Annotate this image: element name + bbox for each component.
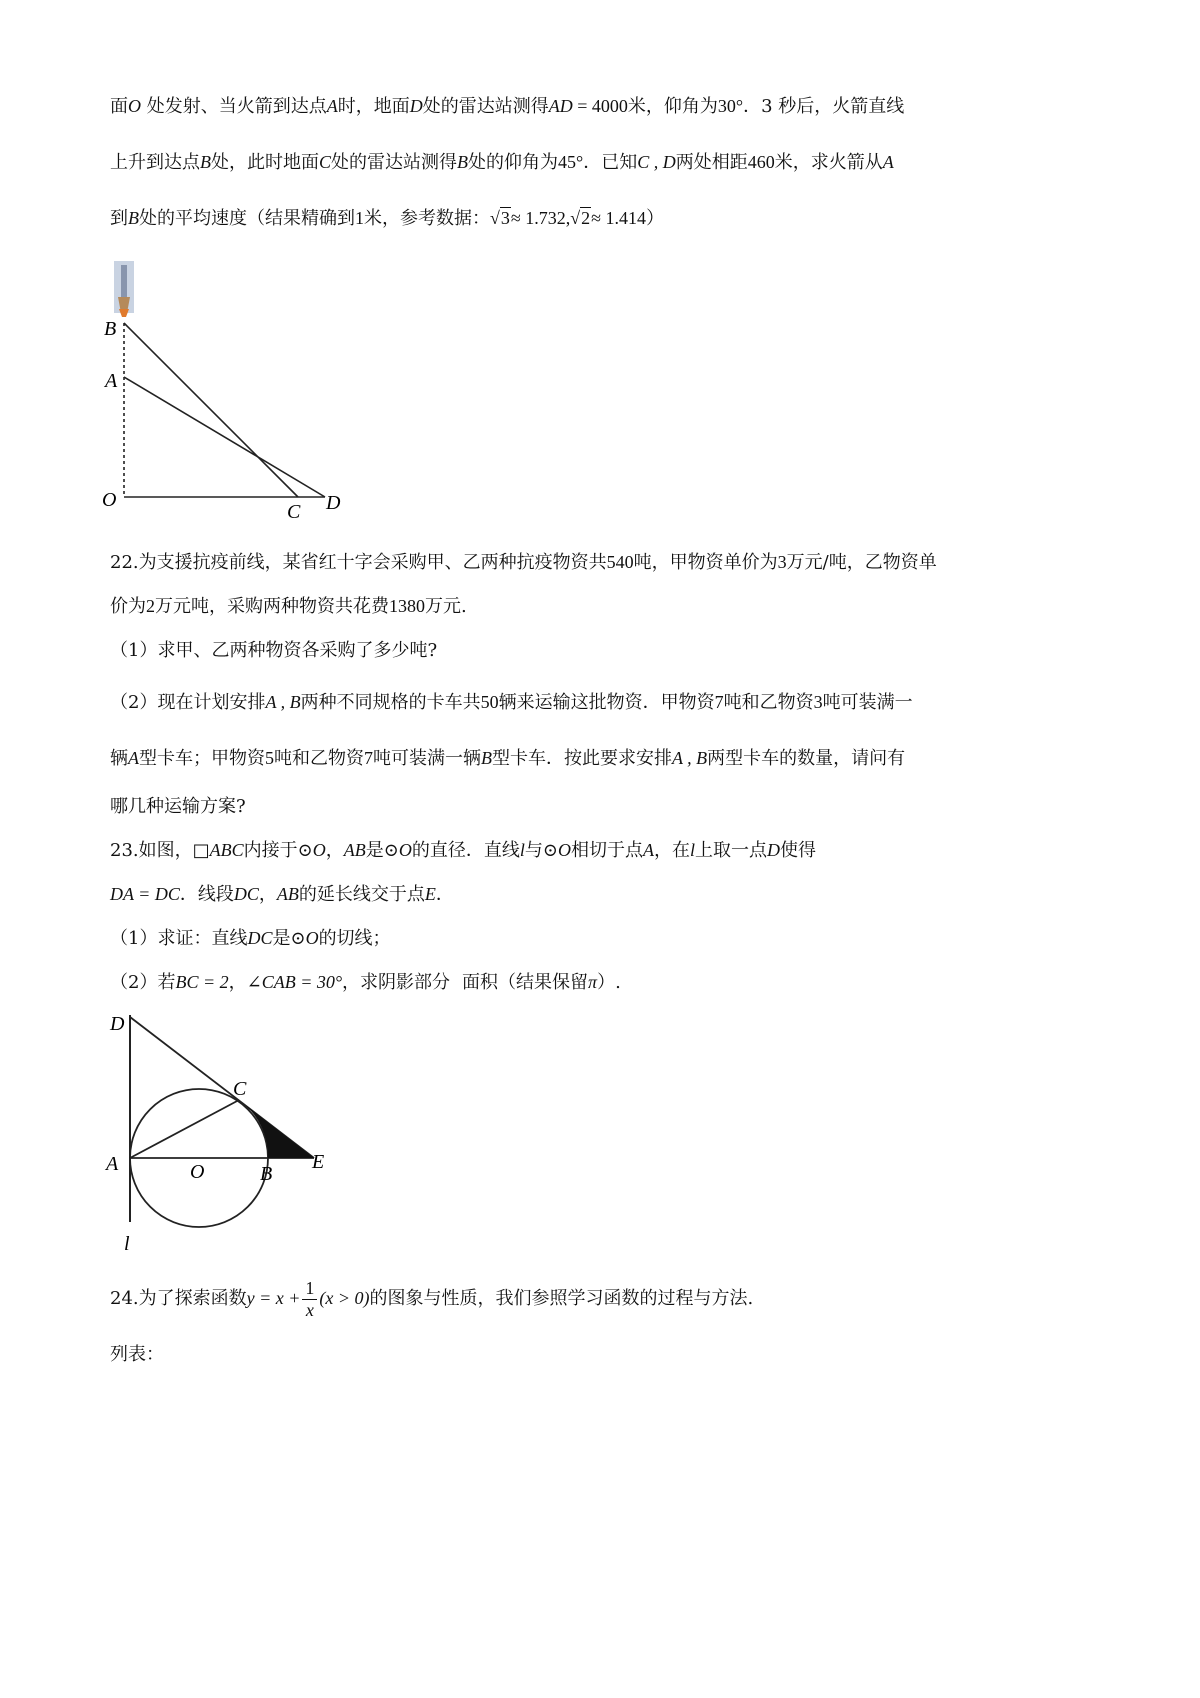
q21-line-1: 面O 处发射、当火箭到达点A时，地面D处的雷达站测得AD = 4000米，仰角为30°．3 秒后，火箭直线 <box>110 96 905 117</box>
label-O-fig2: O <box>190 1161 205 1183</box>
label-B: B <box>104 318 117 340</box>
line-AD <box>124 377 325 497</box>
line-AC <box>130 1100 239 1158</box>
label-A: A <box>105 370 118 392</box>
line-BC <box>124 323 298 497</box>
q22-part-2-line-1: （2）现在计划安排A , B两种不同规格的卡车共50辆来运输这批物资．甲物资7吨和乙物资3吨可装满一 <box>110 692 913 713</box>
label-O: O <box>102 489 117 511</box>
q23-line-2: DA = DC．线段DC，AB的延长线交于点E． <box>110 884 454 905</box>
rocket-icon <box>114 261 134 317</box>
label-E-fig2: E <box>312 1151 325 1173</box>
q22-part-2-line-3: 哪几种运输方案? <box>110 796 246 817</box>
circle-figure <box>100 1010 350 1260</box>
q22-line-2: 价为2万元吨，采购两种物资共花费1380万元. <box>110 596 467 617</box>
label-B-fig2: B <box>260 1163 273 1185</box>
q21-line-3: 到B处的平均速度（结果精确到1米，参考数据：√3≈ 1.732,√2≈ 1.414） <box>110 208 665 229</box>
q22-line-1: 22.为支援抗疫前线，某省红十字会采购甲、乙两种抗疫物资共540吨，甲物资单价为3万元/吨，乙物资单 <box>110 552 937 573</box>
q22-part-1: （1）求甲、乙两种物资各采购了多少吨? <box>110 640 438 661</box>
q23-line-1: 23.如图，□ABC内接于⊙O，AB是⊙O的直径．直线l与⊙O相切于点A，在l上取一点D使得 <box>110 840 816 861</box>
q23-part-1: （1）求证：直线DC是⊙O的切线； <box>110 928 391 949</box>
label-C-fig2: C <box>233 1078 247 1100</box>
q24-line-2: 列表： <box>110 1344 164 1365</box>
rocket-figure <box>90 255 360 530</box>
q22-part-2-line-2: 辆A型卡车；甲物资5吨和乙物资7吨可装满一辆B型卡车．按此要求安排A , B两型卡车的数量，请问有 <box>110 748 906 769</box>
fraction-1-over-x: $\frac{1}{x}$ <box>302 1278 317 1320</box>
label-D-fig2: D <box>110 1013 125 1035</box>
q24-line-1: 24.为了探索函数y = x + $\frac{1}{x}$ (x > 0)的图象与性质，我们参照学习函数的过程与方法. <box>110 1278 754 1320</box>
q23-part-2: （2）若BC = 2，∠CAB = 30°，求阴影部分 面积（结果保留π）. <box>110 972 621 993</box>
label-C: C <box>287 501 301 523</box>
label-A-fig2: A <box>106 1153 119 1175</box>
label-l-fig2: l <box>124 1233 130 1255</box>
q21-line-2: 上升到达点B处，此时地面C处的雷达站测得B处的仰角为45°．已知C , D两处相距460米，求火箭从A <box>110 152 894 173</box>
label-D: D <box>326 492 341 514</box>
